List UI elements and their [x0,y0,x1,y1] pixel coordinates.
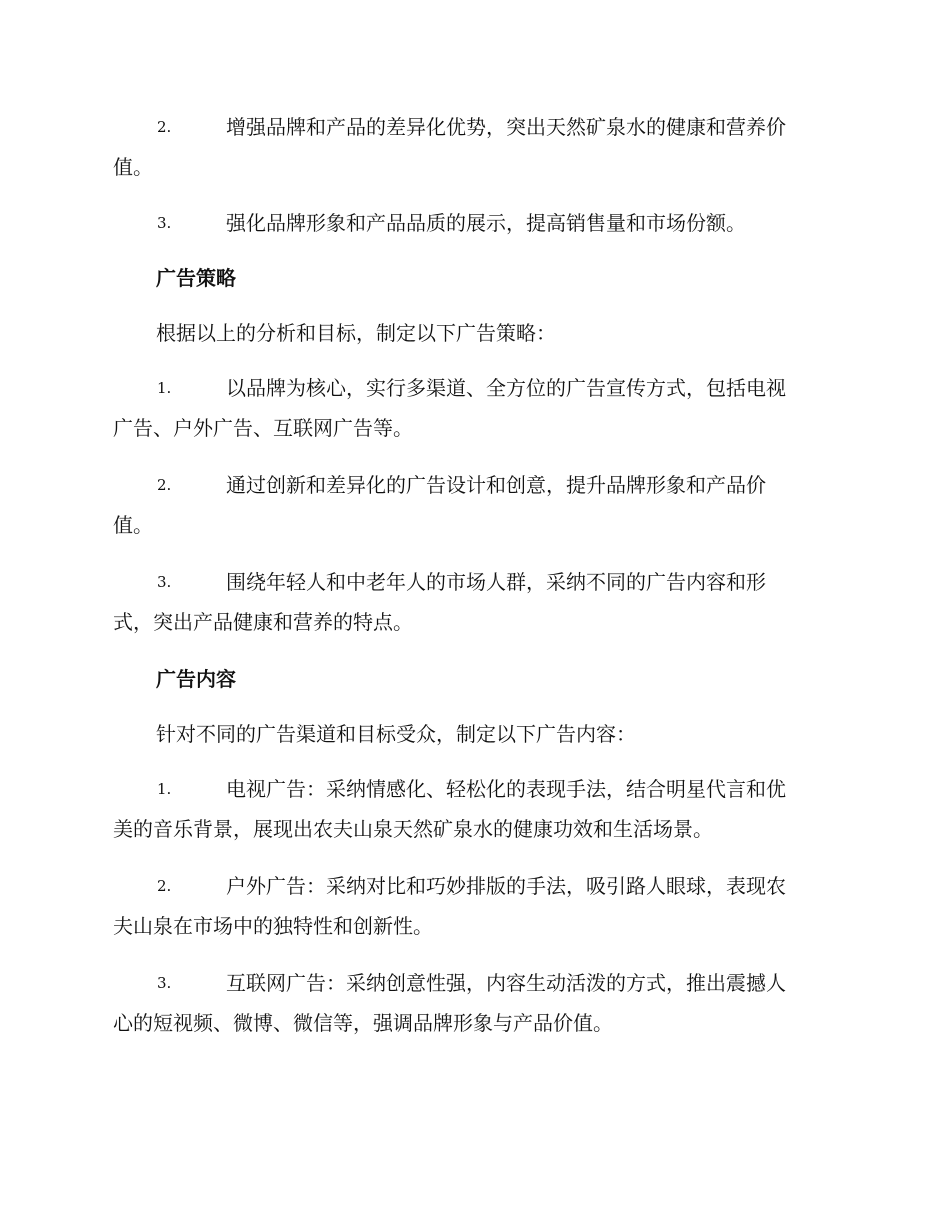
list-item-number: 2. [157,118,172,136]
list-item [113,465,835,545]
list-item-text-line: 夫山泉在市场中的独特性和创新性。 [113,914,433,938]
list-item-number: 3. [157,573,172,591]
list-item [113,368,835,448]
list-item-text-line: 心的短视频、微博、微信等，强调品牌形象与产品价值。 [113,1011,613,1035]
list-item-number: 2. [157,877,172,895]
list-item [113,963,835,1043]
list-item-number: 1. [157,780,172,798]
section-heading: 广告策略 [156,266,236,290]
list-item-number: 1. [157,379,172,397]
list-item [113,107,835,187]
list-item [113,866,835,946]
list-item-text-line: 通过创新和差异化的广告设计和创意，提升品牌形象和产品价 [226,473,766,497]
list-item-number: 3. [157,974,172,992]
list-item-text-line: 值。 [113,155,153,179]
list-item [113,562,835,642]
list-item-text-line: 值。 [113,513,153,537]
list-item-text-line: 美的音乐背景，展现出农夫山泉天然矿泉水的健康功效和生活场景。 [113,817,713,841]
list-item [113,769,835,849]
list-item-text-line: 电视广告：采纳情感化、轻松化的表现手法，结合明星代言和优 [226,777,786,801]
list-item-text-line: 强化品牌形象和产品品质的展示，提高销售量和市场份额。 [226,211,746,235]
list-item-text-line: 广告、户外广告、互联网广告等。 [113,416,413,440]
list-item-text-line: 互联网广告：采纳创意性强，内容生动活泼的方式，推出震撼人 [226,971,786,995]
list-item-text-line: 户外广告：采纳对比和巧妙排版的手法，吸引路人眼球，表现农 [226,874,786,898]
section-intro: 根据以上的分析和目标，制定以下广告策略： [156,321,556,345]
section-heading: 广告内容 [156,667,236,691]
list-item-text-line: 式，突出产品健康和营养的特点。 [113,610,413,634]
list-item [113,203,835,243]
list-item-text-line: 增强品牌和产品的差异化优势，突出天然矿泉水的健康和营养价 [226,115,786,139]
section-intro: 针对不同的广告渠道和目标受众，制定以下广告内容： [156,722,636,746]
list-item-text-line: 围绕年轻人和中老年人的市场人群，采纳不同的广告内容和形 [226,570,766,594]
list-item-text-line: 以品牌为核心，实行多渠道、全方位的广告宣传方式，包括电视 [226,376,786,400]
list-item-number: 2. [157,476,172,494]
list-item-number: 3. [157,214,172,232]
